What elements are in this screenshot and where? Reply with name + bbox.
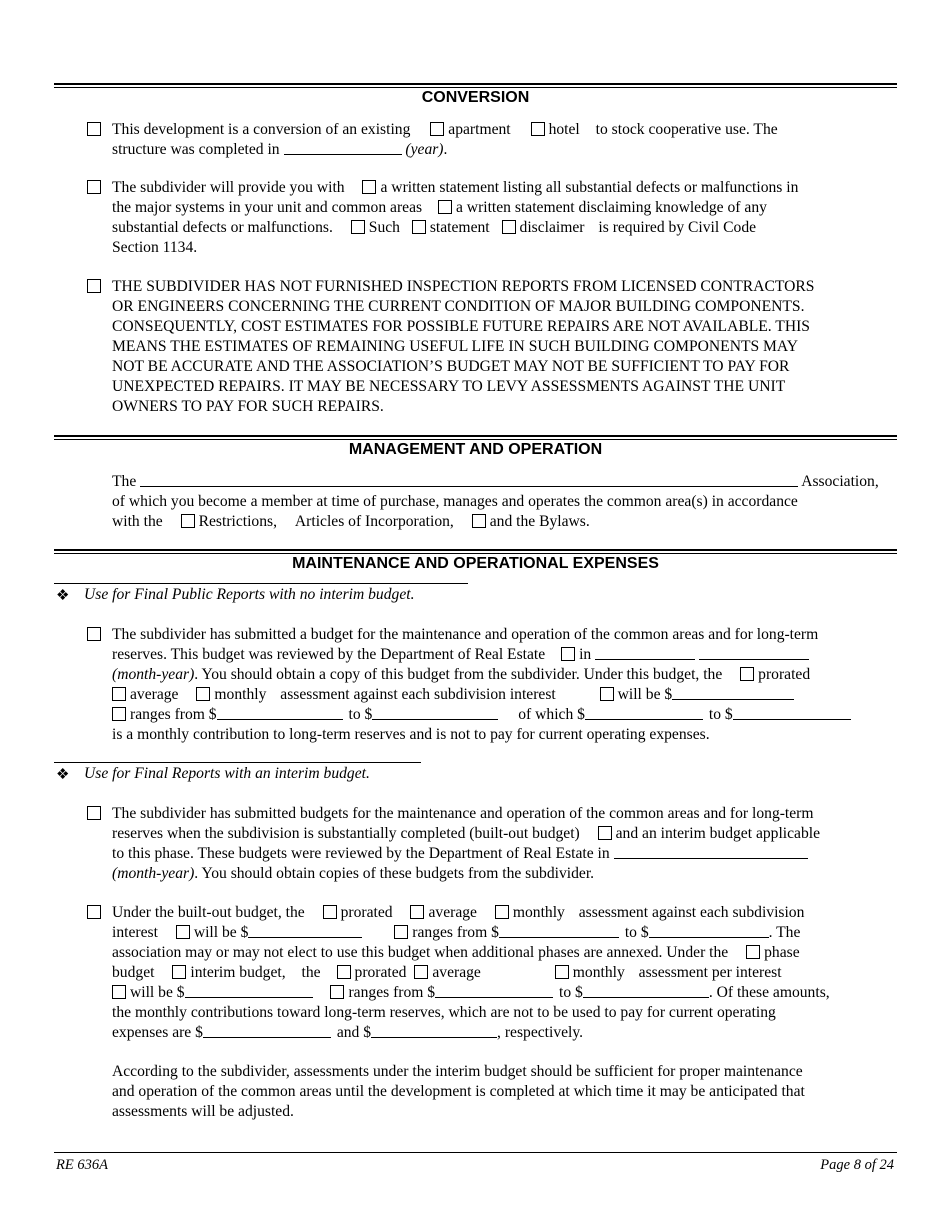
budget-no-interim-paragraph bbox=[112, 625, 902, 745]
amount-blank[interactable] bbox=[585, 705, 703, 720]
section-divider bbox=[54, 549, 897, 554]
disclaimer-checkbox[interactable] bbox=[502, 220, 516, 234]
section-heading-maintenance: MAINTENANCE AND OPERATIONAL EXPENSES bbox=[292, 555, 659, 572]
text: of which $ bbox=[518, 706, 585, 723]
month-year-blank[interactable] bbox=[699, 645, 809, 660]
note-rule bbox=[54, 583, 468, 584]
will-be-checkbox[interactable] bbox=[112, 985, 126, 999]
conversion-paragraph bbox=[112, 120, 902, 160]
text: expenses are $ bbox=[112, 1024, 203, 1041]
note-rule bbox=[54, 762, 421, 763]
text: and operation of the common areas until the development is completed at which time it may be anticipated that bbox=[112, 1083, 805, 1100]
text: (year) bbox=[405, 141, 444, 158]
text: Association, bbox=[801, 473, 879, 490]
text: OR ENGINEERS CONCERNING THE CURRENT CONDITION OF MAJOR BUILDING COMPONENTS. bbox=[112, 298, 805, 315]
month-year-blank[interactable] bbox=[595, 645, 695, 660]
monthly-checkbox[interactable] bbox=[555, 965, 569, 979]
statement-checkbox[interactable] bbox=[412, 220, 426, 234]
disclaiming-statement-checkbox[interactable] bbox=[438, 200, 452, 214]
amount-blank[interactable] bbox=[185, 983, 313, 998]
apartment-checkbox[interactable] bbox=[430, 122, 444, 136]
text: monthly bbox=[572, 964, 625, 981]
interim-budget-checkbox[interactable] bbox=[598, 826, 612, 840]
text: the monthly contributions toward long-term reserves, which are not to be used to pay for current operating bbox=[112, 1004, 776, 1021]
text: a written statement disclaiming knowledge of any bbox=[455, 199, 767, 216]
text: and $ bbox=[336, 1024, 372, 1041]
text: . You should obtain copies of these budgets from the subdivider. bbox=[194, 865, 595, 882]
text: This development is a conversion of an existing bbox=[112, 121, 411, 138]
amount-blank[interactable] bbox=[248, 923, 362, 938]
text: Restrictions, bbox=[198, 513, 277, 530]
text: prorated bbox=[758, 666, 811, 683]
management-paragraph bbox=[112, 472, 902, 532]
text: The bbox=[112, 473, 137, 490]
text: According to the subdivider, assessments under the interim budget should be sufficient for proper maintenance bbox=[112, 1063, 803, 1080]
text: association may or may not elect to use this budget when additional phases are annexed. Under the bbox=[112, 944, 729, 961]
text: the bbox=[301, 964, 321, 981]
association-name-blank[interactable] bbox=[140, 472, 798, 487]
built-out-paragraph bbox=[112, 903, 902, 1043]
amount-blank[interactable] bbox=[583, 983, 709, 998]
text: a written statement listing all substantial defects or malfunctions in bbox=[380, 179, 799, 196]
text: reserves. This budget was reviewed by the Department of Real Estate bbox=[112, 646, 546, 663]
text: structure was completed in bbox=[112, 141, 280, 158]
text: (month-year) bbox=[112, 865, 195, 882]
amount-blank[interactable] bbox=[435, 983, 553, 998]
budget-interim-checkbox[interactable] bbox=[87, 806, 101, 820]
text: monthly bbox=[214, 686, 267, 703]
written-statement-checkbox[interactable] bbox=[362, 180, 376, 194]
inspection-reports-checkbox[interactable] bbox=[87, 279, 101, 293]
monthly-checkbox[interactable] bbox=[196, 687, 210, 701]
amount-blank[interactable] bbox=[649, 923, 769, 938]
text: assessments will be adjusted. bbox=[112, 1103, 294, 1120]
form-number: RE 636A bbox=[56, 1157, 108, 1173]
text: assessment against each subdivision interest bbox=[280, 686, 556, 703]
section-divider bbox=[54, 83, 897, 88]
ranges-from-checkbox[interactable] bbox=[394, 925, 408, 939]
hotel-checkbox[interactable] bbox=[531, 122, 545, 136]
text: average bbox=[432, 964, 481, 981]
text: in bbox=[579, 646, 592, 663]
text: ranges from $ bbox=[348, 984, 436, 1001]
text: ranges from $ bbox=[412, 924, 499, 941]
text: hotel bbox=[548, 121, 580, 138]
phase-checkbox[interactable] bbox=[746, 945, 760, 959]
text: assessment against each subdivision bbox=[578, 904, 805, 921]
amount-blank[interactable] bbox=[371, 1023, 497, 1038]
restrictions-checkbox[interactable] bbox=[181, 514, 195, 528]
defects-paragraph bbox=[112, 178, 902, 258]
text: Section 1134. bbox=[112, 239, 198, 256]
text: The subdivider has submitted budgets for the maintenance and operation of the common areas and for long-term bbox=[112, 805, 814, 822]
text: . You should obtain a copy of this budget from the subdivider. Under this budget, the bbox=[194, 666, 723, 683]
text: The subdivider will provide you with bbox=[112, 179, 345, 196]
section-heading-management: MANAGEMENT AND OPERATION bbox=[348, 441, 603, 458]
text: is required by Civil Code bbox=[598, 219, 757, 236]
text: . Of these amounts, bbox=[708, 984, 830, 1001]
footer-rule bbox=[54, 1152, 897, 1153]
text: is a monthly contribution to long-term reserves and is not to pay for current operating expenses. bbox=[112, 726, 710, 743]
amount-blank[interactable] bbox=[217, 705, 343, 720]
text: prorated bbox=[354, 964, 407, 981]
built-out-budget-checkbox[interactable] bbox=[87, 905, 101, 919]
text: assessment per interest bbox=[638, 964, 782, 981]
text: , respectively. bbox=[497, 1024, 584, 1041]
ranges-from-checkbox[interactable] bbox=[112, 707, 126, 721]
text: ranges from $ bbox=[130, 706, 217, 723]
text: and an interim budget applicable bbox=[615, 825, 821, 842]
amount-blank[interactable] bbox=[733, 705, 851, 720]
text: reserves when the subdivision is substantially completed (built-out budget) bbox=[112, 825, 580, 842]
text: with the bbox=[112, 513, 163, 530]
interim-budget-checkbox[interactable] bbox=[172, 965, 186, 979]
average-checkbox[interactable] bbox=[410, 905, 424, 919]
in-checkbox[interactable] bbox=[561, 647, 575, 661]
text: the major systems in your unit and common areas bbox=[112, 199, 423, 216]
text: to $ bbox=[624, 924, 649, 941]
text: OWNERS TO PAY FOR SUCH REPAIRS. bbox=[112, 398, 384, 415]
text: monthly bbox=[512, 904, 565, 921]
year-blank[interactable] bbox=[284, 140, 402, 155]
text: statement bbox=[429, 219, 490, 236]
will-be-checkbox[interactable] bbox=[176, 925, 190, 939]
text: average bbox=[130, 686, 179, 703]
text: average bbox=[428, 904, 477, 921]
text: to $ bbox=[708, 706, 733, 723]
text: THE SUBDIVIDER HAS NOT FURNISHED INSPECTION REPORTS FROM LICENSED CONTRACTORS bbox=[112, 278, 815, 295]
prorated-checkbox[interactable] bbox=[337, 965, 351, 979]
conversion-checkbox[interactable] bbox=[87, 122, 101, 136]
amount-blank[interactable] bbox=[672, 685, 794, 700]
text: to $ bbox=[348, 706, 373, 723]
text: prorated bbox=[340, 904, 393, 921]
ranges-from-checkbox[interactable] bbox=[330, 985, 344, 999]
text: Articles of Incorporation, bbox=[294, 513, 454, 530]
section-divider bbox=[54, 435, 897, 440]
text: MEANS THE ESTIMATES OF REMAINING USEFUL LIFE IN SUCH BUILDING COMPONENTS MAY bbox=[112, 338, 799, 355]
text: . The bbox=[768, 924, 801, 941]
average-checkbox[interactable] bbox=[112, 687, 126, 701]
such-checkbox[interactable] bbox=[351, 220, 365, 234]
budget-interim-paragraph bbox=[112, 804, 902, 884]
text: substantial defects or malfunctions. bbox=[112, 219, 333, 236]
text: Such bbox=[368, 219, 400, 236]
text: NOT BE ACCURATE AND THE ASSOCIATION’S BUDGET MAY NOT BE SUFFICIENT TO PAY FOR bbox=[112, 358, 790, 375]
month-year-blank[interactable] bbox=[614, 844, 808, 859]
diamond-bullet-icon: ❖ bbox=[56, 767, 70, 783]
text: disclaimer bbox=[519, 219, 585, 236]
budget-no-interim-checkbox[interactable] bbox=[87, 627, 101, 641]
amount-blank[interactable] bbox=[203, 1023, 331, 1038]
text: CONSEQUENTLY, COST ESTIMATES FOR POSSIBLE FUTURE REPAIRS ARE NOT AVAILABLE. THIS bbox=[112, 318, 810, 335]
text: to $ bbox=[559, 984, 583, 1001]
text: to this phase. These budgets were reviewed by the Department of Real Estate in bbox=[112, 845, 610, 862]
note-no-interim: Use for Final Public Reports with no interim budget. bbox=[84, 586, 415, 603]
text: will be $ bbox=[193, 924, 249, 941]
text: to stock cooperative use. The bbox=[595, 121, 778, 138]
defects-statement-checkbox[interactable] bbox=[87, 180, 101, 194]
text: of which you become a member at time of purchase, manages and operates the common area(s) in accordance bbox=[112, 493, 798, 510]
amount-blank[interactable] bbox=[499, 923, 619, 938]
text: . bbox=[443, 141, 448, 158]
bylaws-checkbox[interactable] bbox=[472, 514, 486, 528]
monthly-checkbox[interactable] bbox=[495, 905, 509, 919]
will-be-checkbox[interactable] bbox=[600, 687, 614, 701]
text: (month-year) bbox=[112, 666, 195, 683]
text: The subdivider has submitted a budget for the maintenance and operation of the common areas and for long-term bbox=[112, 626, 819, 643]
page-number: Page 8 of 24 bbox=[820, 1157, 894, 1173]
text: phase bbox=[764, 944, 800, 961]
text: budget bbox=[112, 964, 155, 981]
prorated-checkbox[interactable] bbox=[323, 905, 337, 919]
note-interim: Use for Final Reports with an interim budget. bbox=[84, 765, 370, 782]
text: and the Bylaws. bbox=[489, 513, 590, 530]
section-heading-conversion: CONVERSION bbox=[421, 89, 530, 106]
amount-blank[interactable] bbox=[372, 705, 498, 720]
text: apartment bbox=[448, 121, 511, 138]
text: interest bbox=[112, 924, 158, 941]
text: Under the built-out budget, the bbox=[112, 904, 305, 921]
inspection-paragraph bbox=[112, 277, 902, 417]
text: will be $ bbox=[617, 686, 673, 703]
text: will be $ bbox=[130, 984, 185, 1001]
text: UNEXPECTED REPAIRS. IT MAY BE NECESSARY TO LEVY ASSESSMENTS AGAINST THE UNIT bbox=[112, 378, 786, 395]
closing-paragraph bbox=[112, 1062, 902, 1122]
text: interim budget, bbox=[190, 964, 286, 981]
average-checkbox[interactable] bbox=[414, 965, 428, 979]
diamond-bullet-icon: ❖ bbox=[56, 588, 70, 604]
prorated-checkbox[interactable] bbox=[740, 667, 754, 681]
